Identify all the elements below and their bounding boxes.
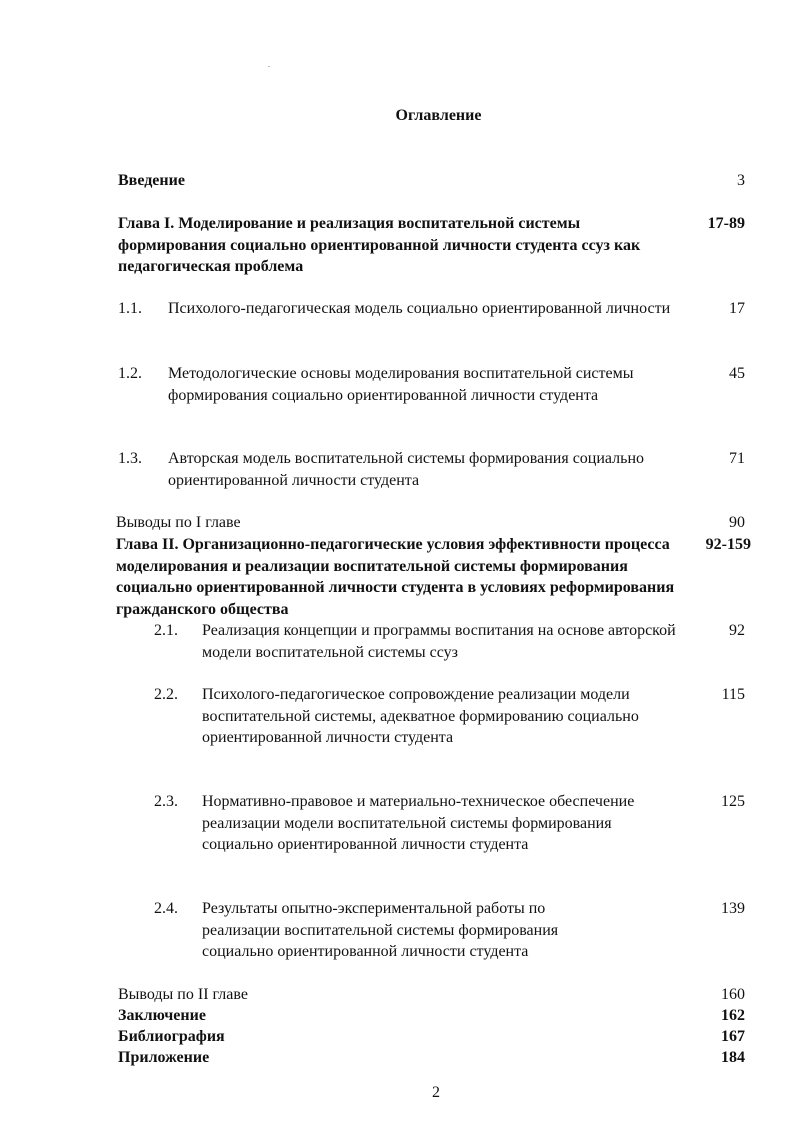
toc-chapter-1[interactable] <box>118 213 745 278</box>
toc-section-label: Результаты опытно-экспериментальной работы по реализации воспитательной системы формирования социально ориентированной личности студента <box>202 900 559 960</box>
toc-entry-page: 90 <box>729 514 745 531</box>
toc-section-number: 1.1. <box>118 300 142 317</box>
toc-entry-page: 184 <box>721 1049 745 1066</box>
toc-chapter-pages: 17-89 <box>707 215 745 232</box>
toc-section-2-4[interactable] <box>154 898 745 963</box>
toc-section-number: 2.1. <box>154 622 178 639</box>
toc-section-number: 2.4. <box>154 900 178 917</box>
toc-chapter-label: Глава I. Моделирование и реализация воспитательной системы формирования социально ориентированной личности студента ссуз как педагогическая проблема <box>118 215 641 275</box>
toc-section-number: 2.3. <box>154 793 178 810</box>
toc-section-page: 125 <box>721 793 745 810</box>
toc-entry-page: 3 <box>737 172 745 189</box>
toc-entry-intro[interactable] <box>118 170 745 192</box>
toc-section-label: Методологические основы моделирования воспитательной системы формирования социально ориентированной личности студента <box>168 365 634 404</box>
toc-entry-page: 160 <box>721 986 745 1003</box>
toc-entry-bibliography[interactable] <box>118 1026 745 1048</box>
toc-section-number: 1.2. <box>118 365 142 382</box>
toc-chapter-pages: 92-159 <box>705 536 751 553</box>
toc-section-2-1[interactable] <box>154 620 745 663</box>
toc-entry-label: Введение <box>118 172 185 189</box>
toc-section-label: Психолого-педагогическая модель социально ориентированной личности <box>168 300 671 317</box>
toc-section-2-2[interactable] <box>154 684 745 749</box>
toc-chapter-label: Глава II. Организационно-педагогические условия эффективности процесса моделирования и реализации воспитательной системы формирования социально ориентированной личности студента в условиях реформирования гражданского общества <box>116 536 675 618</box>
toc-section-page: 17 <box>729 300 745 317</box>
toc-section-1-1[interactable] <box>118 298 745 320</box>
toc-section-page: 139 <box>721 900 745 917</box>
toc-entry-label: Заключение <box>118 1007 206 1024</box>
toc-section-label: Авторская модель воспитательной системы формирования социально ориентированной личности студента <box>168 450 645 489</box>
toc-entry-conclusion-2[interactable] <box>118 984 745 1006</box>
scan-speck <box>268 66 270 67</box>
toc-entry-page: 167 <box>721 1028 745 1045</box>
toc-entry-page: 162 <box>721 1007 745 1024</box>
toc-section-page: 45 <box>729 365 745 382</box>
toc-entry-label: Приложение <box>118 1049 210 1066</box>
toc-entry-conclusion-1[interactable] <box>116 512 745 534</box>
toc-section-1-2[interactable] <box>118 363 745 406</box>
page-number: 2 <box>432 1084 440 1101</box>
toc-chapter-2[interactable] <box>116 534 751 620</box>
toc-section-label: Психолого-педагогическое сопровождение реализации модели воспитательной системы, адекватное формированию социально ориентированной личности студента <box>202 686 639 746</box>
toc-section-label: Реализация концепции и программы воспитания на основе авторской модели воспитательной системы ссуз <box>202 622 676 661</box>
toc-section-page: 115 <box>721 686 745 703</box>
toc-section-number: 1.3. <box>118 450 142 467</box>
toc-entry-conclusion[interactable] <box>118 1005 745 1027</box>
toc-section-page: 71 <box>729 450 745 467</box>
toc-entry-appendix[interactable] <box>118 1047 745 1069</box>
page-title: Оглавление <box>395 107 482 124</box>
toc-entry-label: Библиография <box>118 1028 225 1045</box>
toc-entry-label: Выводы по I главе <box>116 514 241 531</box>
toc-section-page: 92 <box>729 622 745 639</box>
toc-section-2-3[interactable] <box>154 791 745 856</box>
toc-section-1-3[interactable] <box>118 448 745 491</box>
toc-entry-label: Выводы по II главе <box>118 986 248 1003</box>
toc-section-number: 2.2. <box>154 686 178 703</box>
toc-section-label: Нормативно-правовое и материально-техническое обеспечение реализации модели воспитательной системы формирования социально ориентированной личности студента <box>202 793 635 853</box>
